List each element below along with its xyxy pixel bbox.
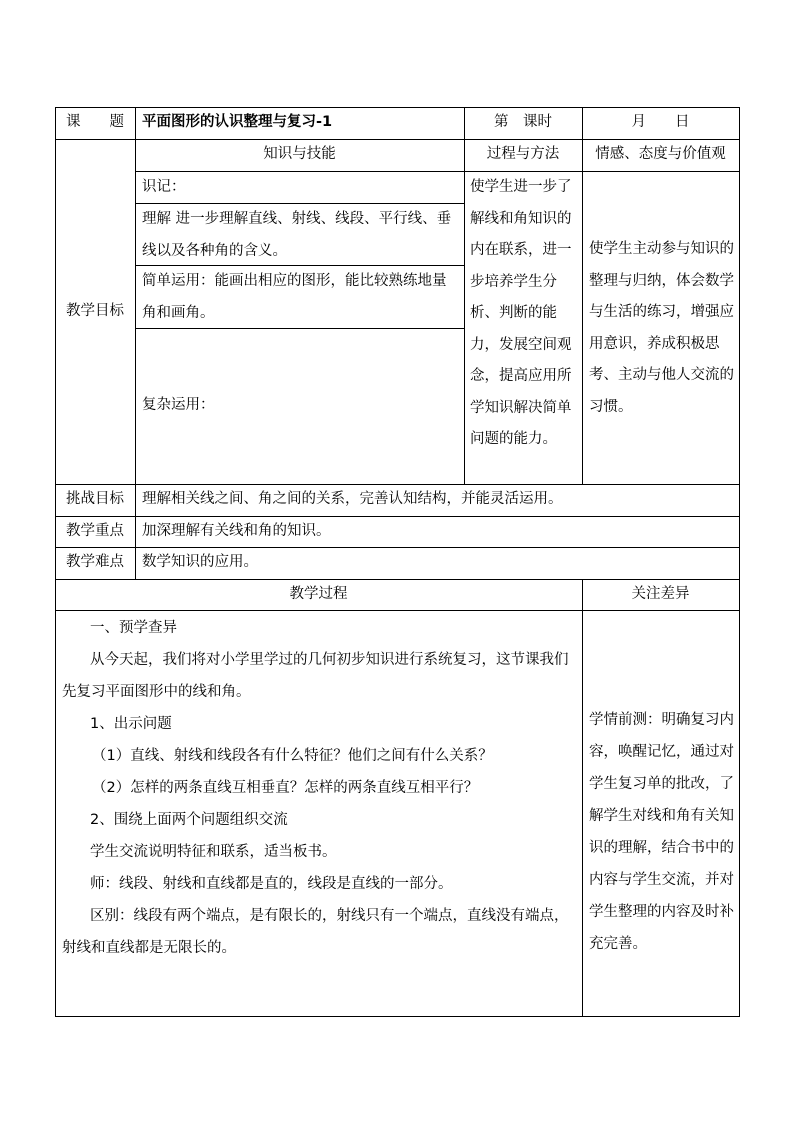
row-divider [55, 610, 739, 611]
simple-apply-text: 简单运用：能画出相应的图形，能比较熟练地量角和画角。 [142, 273, 447, 321]
attention-diff-text: 学情前测：明确复习内容，唤醒记忆，通过对学生复习单的批改，了解学生对线和角有关知识的理解，结合书中的内容与学生交流，并对学生整理的内容及时补充完善。 [589, 712, 734, 952]
process-line: （1）直线、射线和线段各有什么特征？他们之间有什么关系？ [92, 748, 493, 764]
col-header-emotion: 情感、态度与价值观 [595, 146, 726, 162]
teaching-process-header: 教学过程 [289, 586, 348, 602]
col-divider [135, 107, 136, 579]
process-line: 师：线段、射线和直线都是直的，线段是直线的一部分。 [90, 876, 453, 892]
process-line: 区别：线段有两个端点，是有限长的，射线只有一个端点，直线没有端点，射线和直线都是无限长的。 [62, 908, 569, 956]
period-label: 第 课时 [494, 114, 552, 130]
col-divider [582, 579, 583, 1016]
difficulty-label: 教学难点 [66, 554, 124, 570]
process-line: 一、预学查异 [90, 620, 177, 636]
process-line: 学生交流说明特征和联系，适当板书。 [90, 844, 337, 860]
objectives-label: 教学目标 [66, 303, 124, 319]
lesson-title: 平面图形的认识整理与复习-1 [142, 114, 333, 130]
process-line: 1、出示问题 [90, 716, 172, 732]
table-border-bottom [55, 1016, 739, 1017]
topic-label: 课 题 [66, 114, 124, 130]
process-method-text: 使学生进一步了解线和角知识的内在联系，进一步培养学生分析、判断的能力，发展空间观念，提高应用所学知识解决简单问题的能力。 [470, 179, 572, 447]
col-header-knowledge: 知识与技能 [263, 146, 336, 162]
teaching-process-body [62, 612, 576, 972]
challenge-text: 理解相关线之间、角之间的关系，完善认知结构，并能灵活运用。 [142, 491, 563, 507]
key-point-label: 教学重点 [66, 523, 124, 539]
table-border-right [739, 107, 740, 1017]
process-line: 从今天起，我们将对小学里学过的几何初步知识进行系统复习，这节课我们先复习平面图形中的线和角。 [62, 652, 569, 700]
process-line: 2、围绕上面两个问题组织交流 [90, 812, 288, 828]
complex-apply-text: 复杂运用： [142, 397, 215, 413]
key-point-text: 加深理解有关线和角的知识。 [142, 523, 331, 539]
date-label: 月 日 [631, 114, 690, 130]
emotion-value-text: 使学生主动参与知识的整理与归纳，体会数学与生活的练习，增强应用意识，养成积极思考、主动与他人交流的习惯。 [589, 241, 734, 415]
col-header-process: 过程与方法 [486, 146, 560, 162]
process-line: （2）怎样的两条直线互相垂直？怎样的两条直线互相平行？ [92, 780, 479, 796]
understand-text: 理解 进一步理解直线、射线、线段、平行线、垂线以及各种角的含义。 [142, 211, 452, 259]
attention-diff-header: 关注差异 [631, 586, 690, 602]
difficulty-text: 数学知识的应用。 [142, 554, 258, 570]
memorize-text: 识记： [142, 179, 186, 195]
challenge-label: 挑战目标 [66, 491, 124, 507]
